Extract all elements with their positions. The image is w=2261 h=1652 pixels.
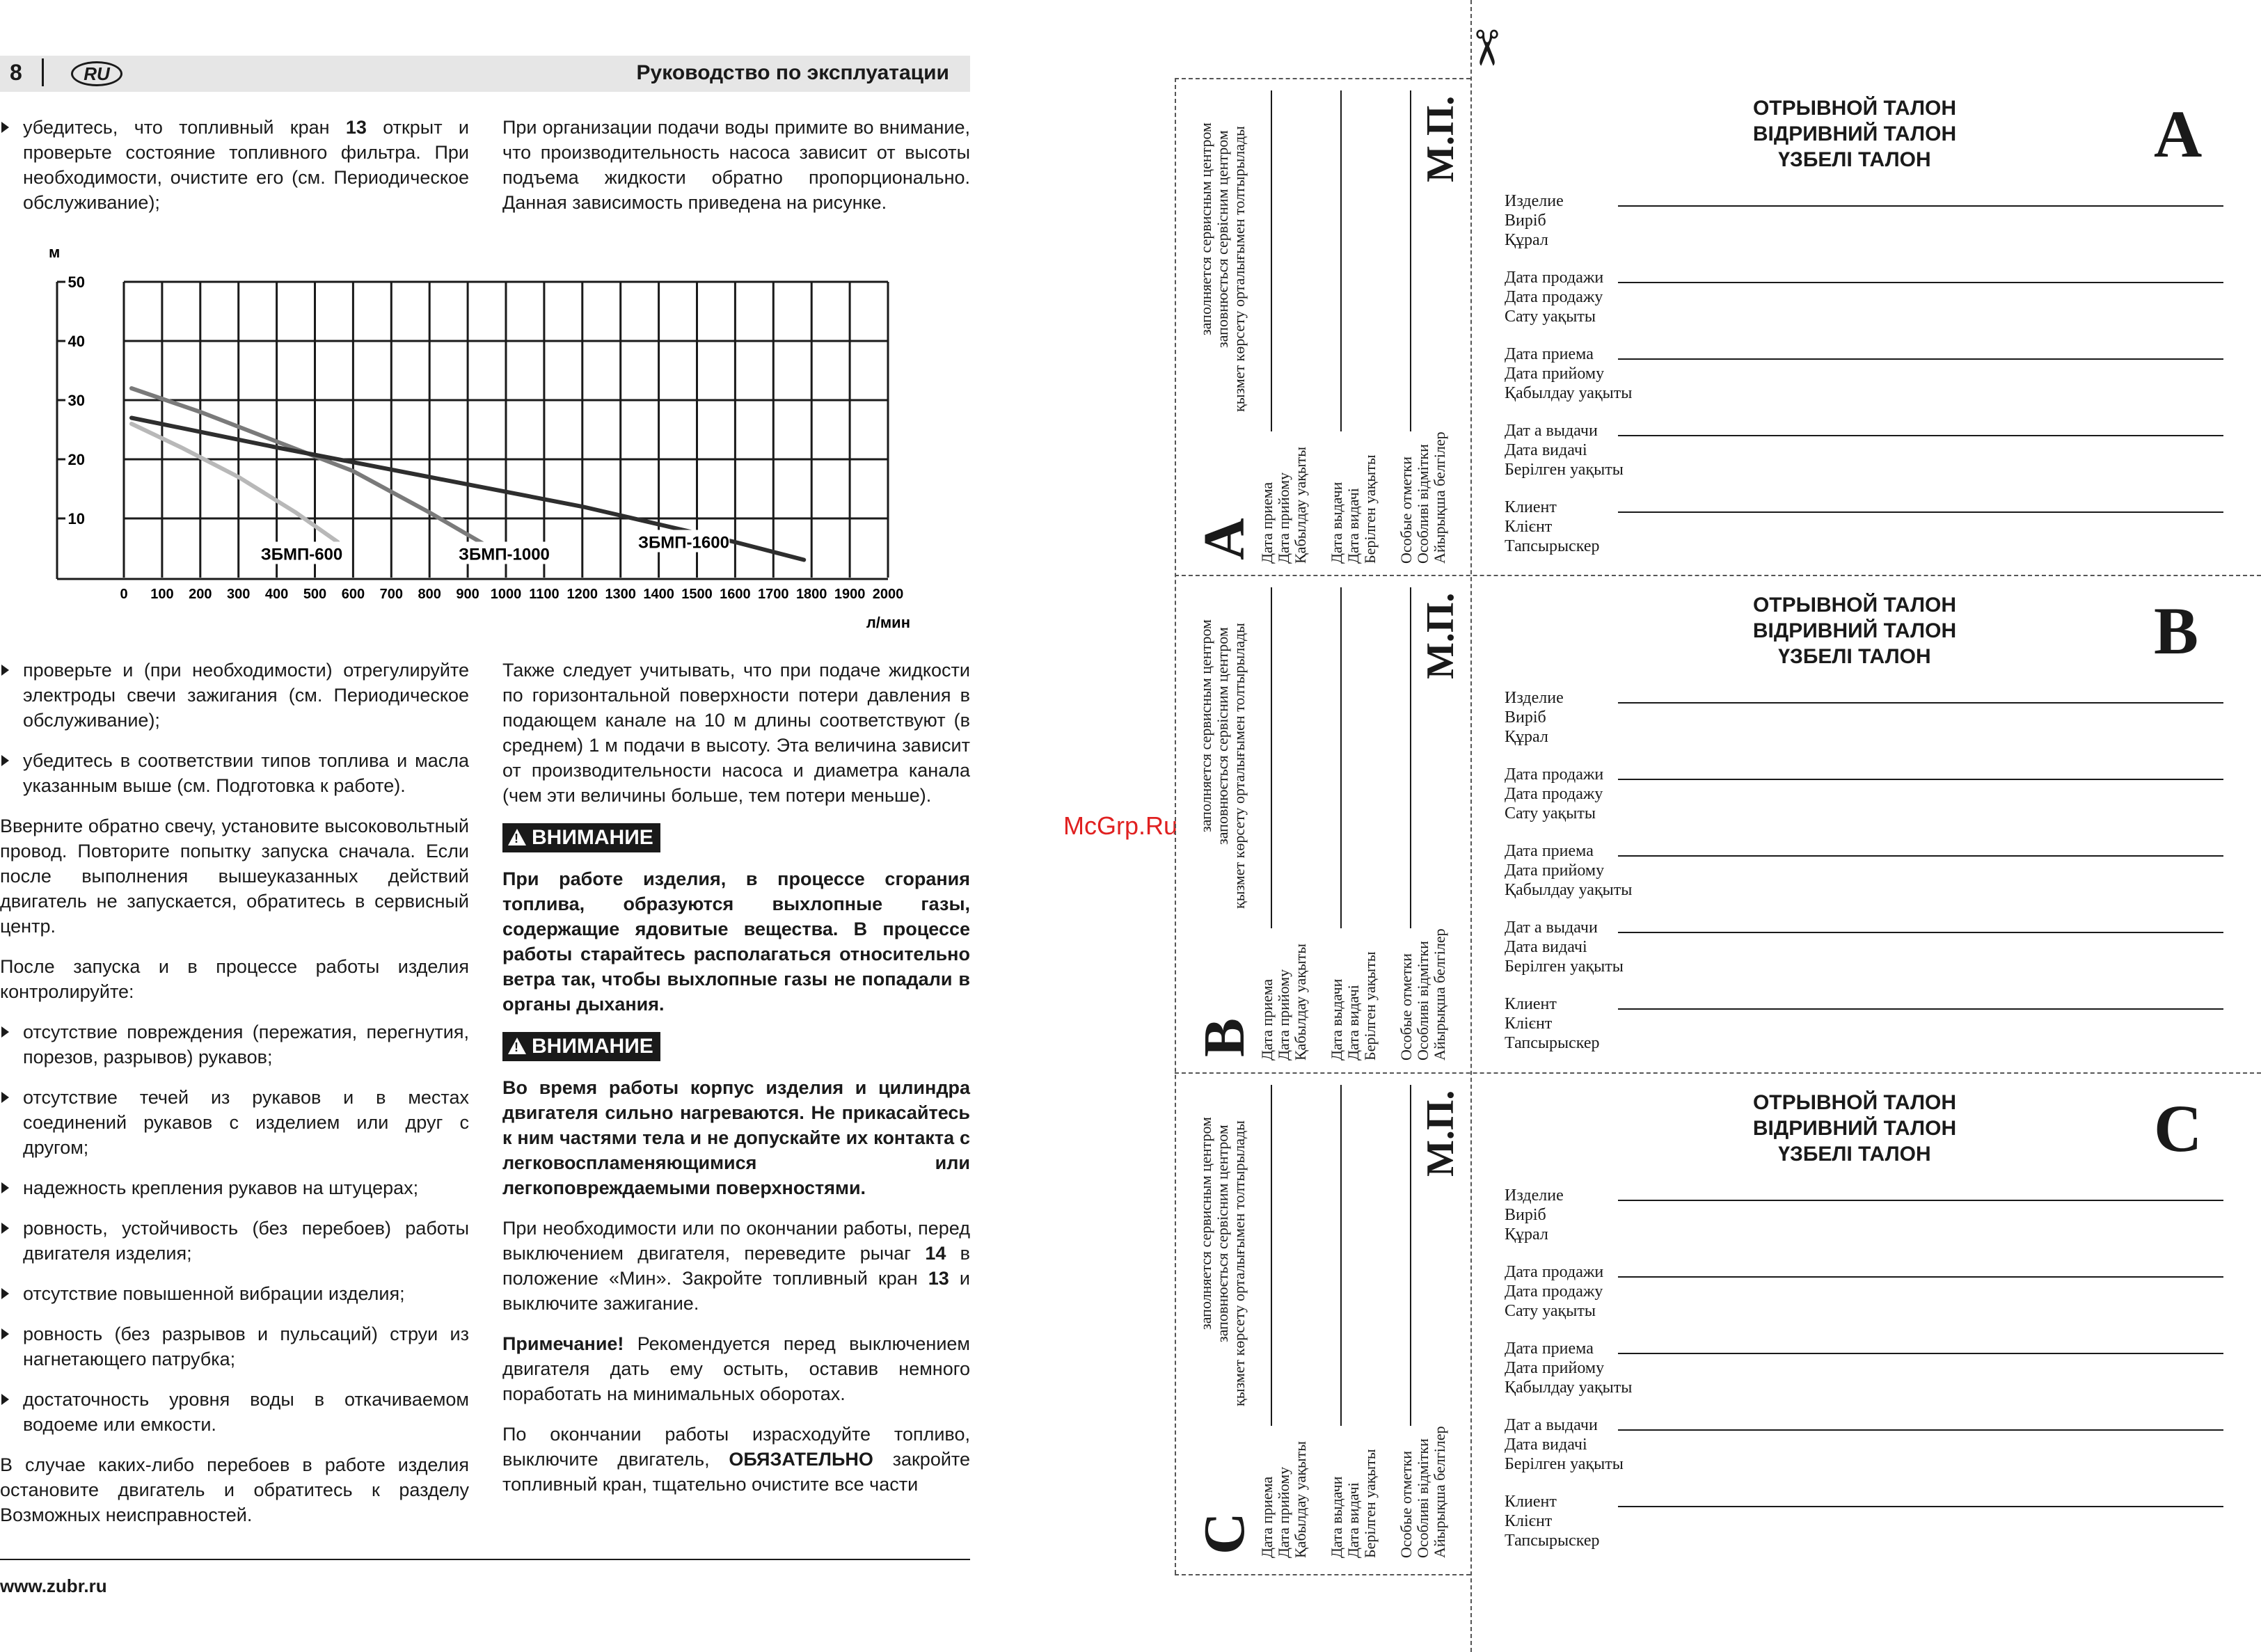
cut-line-bottom (1175, 1574, 1470, 1575)
language-badge: RU (71, 61, 122, 86)
stub-line-notes (1410, 1085, 1411, 1426)
stub-line-recv (1271, 587, 1272, 928)
x-axis-label: л/мин (866, 614, 910, 631)
left-column-top (0, 115, 469, 230)
coupon-field-line (1618, 1276, 2223, 1278)
coupon-field-line (1618, 855, 2223, 857)
stub-recv-ru: Дата приема (1258, 978, 1276, 1061)
coupon-field-line (1618, 1200, 2223, 1201)
pump-performance-chart (0, 237, 970, 647)
y-axis-label: м (49, 244, 61, 261)
stub-notes-ru: Особые отметки (1397, 953, 1415, 1061)
list-item-hose-leaks: отсутствие течей из рукавов и в местах соединений рукавов с изделием или друг с другом; (0, 1085, 469, 1160)
coupon-field-line (1618, 282, 2223, 283)
stub-recv-ru: Дата приема (1258, 1476, 1276, 1558)
stub-recv-kz: Қабылдау уақыты (1292, 1440, 1309, 1558)
x-tick-label: 1300 (605, 587, 636, 602)
x-tick-label: 2000 (872, 587, 904, 602)
coupon-field-label: Дата продажи (1505, 269, 1604, 287)
stub-letter: A (1192, 518, 1257, 560)
x-tick-label: 600 (341, 587, 365, 602)
stub-filled-ua: заповнюється сервісним центром (1214, 1125, 1231, 1342)
stub-line-issue (1340, 1085, 1342, 1426)
coupon-field-label: Дата продажи (1505, 765, 1604, 784)
watermark: McGrp.Ru (1063, 811, 1178, 840)
stub-notes-kz: Айырықша белгілер (1431, 431, 1448, 564)
right-column-top (502, 115, 970, 230)
coupon-field-label: Дата продажу (1505, 288, 1603, 306)
list-item-fuel-valve: убедитесь, что топливный кран 13 открыт и проверьте состояние топливного фильтра. При необходимости, очистите его (см. Периодическое обслуживание); (0, 115, 469, 215)
list-item-hose-damage: отсутствие повреждения (пережатия, перегнутия, порезов, разрывов) рукавов; (0, 1019, 469, 1070)
coupon-field-label: Дата видачі (1505, 441, 1587, 459)
x-tick-label: 1600 (720, 587, 751, 602)
coupon-field-line (1618, 779, 2223, 780)
paragraph-control: После запуска и в процессе работы изделия контролируйте: (0, 956, 469, 1002)
stub-issue-kz: Берілген уақыты (1361, 1449, 1379, 1558)
x-tick-label: 1200 (566, 587, 598, 602)
coupon-field-label: Клієнт (1505, 518, 1553, 536)
x-tick-label: 1500 (681, 587, 713, 602)
warning-icon: ! (508, 829, 526, 845)
stub-notes-kz: Айырықша белгілер (1431, 928, 1448, 1061)
stub-filled-kz: қызмет көрсету орталығымен толтырылады (1230, 126, 1248, 412)
coupon-field-label: Тапсырыскер (1505, 537, 1600, 555)
coupon-field-label: Дата продажи (1505, 1263, 1604, 1281)
header-separator (42, 58, 44, 86)
stub-filled-kz: қызмет көрсету орталығымен толтырылады (1230, 623, 1248, 909)
coupon-field-label: Дата продажу (1505, 1282, 1603, 1301)
coupon-field-label: Виріб (1505, 708, 1546, 726)
left-column-bottom (0, 658, 469, 1543)
cut-line-bc (1175, 1072, 2261, 1074)
page-number: 8 (10, 60, 22, 85)
coupon-field-label: Сату уақыты (1505, 804, 1596, 823)
list-item-spark-plug: проверьте и (при необходимости) отрегулируйте электроды свечи зажигания (см. Периодическое обслуживание); (0, 658, 469, 733)
stub-filled-ua: заповнюється сервісним центром (1214, 627, 1231, 845)
stub-recv-kz: Қабылдау уақыты (1292, 446, 1309, 564)
chart-grid (124, 282, 888, 578)
stub-issue-ua: Дата видачі (1344, 1482, 1362, 1558)
stub-notes-ua: Особливі відмітки (1414, 444, 1431, 564)
coupon-field-label: Дата прийому (1505, 861, 1605, 880)
coupon-field-label: Сату уақыты (1505, 308, 1596, 326)
coupon-field-label: Берілген уақыты (1505, 461, 1624, 479)
warning-hot-text: Во время работы корпус изделия и цилиндра двигателя сильно нагреваются. Не прикасайтесь к ним частями тела и не допускайте их контакта с легковоспламеняющимися или легкоповреждаемыми поверхностями. (502, 1077, 970, 1198)
coupon-field-label: Дата прийому (1505, 365, 1605, 383)
stub-notes-kz: Айырықша белгілер (1431, 1426, 1448, 1558)
stub-recv-ru: Дата приема (1258, 482, 1276, 564)
coupon-field-line (1618, 1353, 2223, 1354)
warning-badge-1: ! ВНИМАНИЕ (502, 823, 660, 852)
stub-line-notes (1410, 587, 1411, 928)
y-tick-label: 20 (68, 451, 85, 468)
coupon-field-label: Құрал (1505, 1225, 1548, 1244)
x-tick-label: 1900 (834, 587, 866, 602)
coupon-field-line (1618, 702, 2223, 704)
warning-icon: ! (508, 1038, 526, 1054)
coupon-field-label: Дата продажу (1505, 785, 1603, 803)
stub-notes-ua: Особливі відмітки (1414, 941, 1431, 1061)
coupon-title-ru: ОТРЫВНОЙ ТАЛОН (1752, 594, 1957, 617)
series-label: ЗБМП-1600 (638, 533, 729, 553)
stub-letter: C (1192, 1512, 1257, 1555)
coupon-field-label: Клієнт (1505, 1015, 1553, 1033)
coupon-field-label: Виріб (1505, 212, 1546, 230)
list-item-water-level: достаточность уровня воды в откачиваемом водоеме или емкости. (0, 1387, 469, 1437)
coupon-title-ru: ОТРЫВНОЙ ТАЛОН (1752, 1091, 1957, 1114)
coupon-field-label: Дата приема (1505, 842, 1594, 860)
scissors-icon: ✂ (1459, 27, 1514, 69)
chart-labels (49, 244, 910, 631)
x-tick-label: 1400 (643, 587, 674, 602)
cut-line-ab (1175, 575, 2261, 576)
stub-recv-ua: Дата прийому (1275, 472, 1292, 564)
x-tick-label: 0 (120, 587, 128, 602)
stub-issue-kz: Берілген уақыты (1361, 454, 1379, 564)
coupon-title-ua: ВІДРИВНИЙ ТАЛОН (1752, 1117, 1957, 1140)
coupon-field-line (1618, 358, 2223, 360)
paragraph-stop: При необходимости или по окончании работы, перед выключением двигателя, переведите рычаг 14 в положение «Мин». Закройте топливный кран 13 и выключите зажигание. (502, 1218, 970, 1314)
stub-issue-ua: Дата видачі (1344, 488, 1362, 564)
coupon-field-line (1618, 1429, 2223, 1431)
coupon-title-ua: ВІДРИВНИЙ ТАЛОН (1752, 619, 1957, 642)
x-tick-label: 500 (303, 587, 327, 602)
manual-title: Руководство по эксплуатации (636, 61, 949, 84)
coupon-field-label: Қабылдау уақыты (1505, 1379, 1633, 1397)
coupon-field-label: Дата приема (1505, 345, 1594, 363)
list-item-vibration: отсутствие повышенной вибрации изделия; (0, 1281, 469, 1306)
footer-rule (0, 1559, 970, 1560)
y-tick-label: 50 (68, 273, 85, 291)
coupon-field-line (1618, 932, 2223, 933)
x-tick-label: 300 (227, 587, 251, 602)
coupon-field-label: Құрал (1505, 728, 1548, 746)
coupon-letter: C (2154, 1091, 2203, 1166)
footer-url: www.zubr.ru (0, 1575, 107, 1596)
stub-line-notes (1410, 90, 1411, 431)
coupon-field-label: Изделие (1505, 1186, 1564, 1205)
coupon-title-kz: ҮЗБЕЛІ ТАЛОН (1778, 1143, 1931, 1166)
stub-issue-ru: Дата выдачи (1328, 482, 1345, 564)
coupon-field-label: Берілген уақыты (1505, 958, 1624, 976)
coupon-field-label: Дата прийому (1505, 1359, 1605, 1377)
y-tick-label: 40 (68, 333, 85, 350)
coupon-field-label: Дата видачі (1505, 938, 1587, 956)
coupon-letter: A (2154, 97, 2203, 171)
stub-filled-ru: заполняется сервисным центром (1197, 1117, 1214, 1330)
stub-mp-stamp: М.П. (1419, 1090, 1462, 1177)
stub-recv-ua: Дата прийому (1275, 969, 1292, 1061)
coupon-field-label: Тапсырыскер (1505, 1532, 1600, 1550)
coupon-field-label: Изделие (1505, 689, 1564, 707)
chart-axes (57, 282, 888, 579)
stub-line-issue (1340, 90, 1342, 431)
coupon-field-label: Дата приема (1505, 1340, 1594, 1358)
stub-recv-ua: Дата прийому (1275, 1466, 1292, 1558)
stub-line-issue (1340, 587, 1342, 928)
coupon-field-label: Құрал (1505, 231, 1548, 249)
cut-line-left (1175, 78, 1176, 1574)
list-item-hose-fittings: надежность крепления рукавов на штуцерах; (0, 1175, 469, 1200)
coupon-field-label: Клиент (1505, 498, 1557, 516)
stub-filled-ru: заполняется сервисным центром (1197, 619, 1214, 832)
x-tick-label: 1000 (490, 587, 522, 602)
coupon-field-label: Тапсырыскер (1505, 1034, 1600, 1052)
cut-line-top (1175, 78, 1470, 79)
stub-line-recv (1271, 90, 1272, 431)
x-tick-label: 100 (150, 587, 174, 602)
coupon-title-kz: ҮЗБЕЛІ ТАЛОН (1778, 148, 1931, 171)
x-tick-label: 400 (264, 587, 289, 602)
stub-filled-ua: заповнюється сервісним центром (1214, 130, 1231, 348)
warning-badge-2: ! ВНИМАНИЕ (502, 1032, 660, 1061)
coupon-field-label: Клиент (1505, 995, 1557, 1013)
paragraph-pump-height: При организации подачи воды примите во внимание, что производительность насоса зависит от высоты подъема жидкости обратно пропорционально. Данная зависимость приведена на рисунке. (502, 117, 970, 213)
coupon-letter: B (2154, 594, 2199, 668)
coupon-field-label: Қабылдау уақыты (1505, 881, 1633, 899)
paragraph-restart: Вверните обратно свечу, установите высоковольтный провод. Повторите попытку запуска сначала. Если после выполнения вышеуказанных действий двигатель не запускается, обратитесь в сервисный центр. (0, 816, 469, 937)
stub-mp-stamp: М.П. (1419, 592, 1462, 679)
series-label: ЗБМП-600 (260, 545, 343, 564)
stub-filled-ru: заполняется сервисным центром (1197, 122, 1214, 335)
stub-recv-kz: Қабылдау уақыты (1292, 943, 1309, 1061)
coupon-field-label: Дат а выдачи (1505, 919, 1598, 937)
paragraph-pressure-loss: Также следует учитывать, что при подаче жидкости по горизонтальной поверхности потери давления в подающем канале на 10 м длины соответствуют (в среднем) 1 м подачи в высоту. Эта величина зависит от производительности насоса и диаметра канала (чем эти величины больше, тем потери меньше). (502, 660, 970, 806)
stub-issue-ru: Дата выдачи (1328, 978, 1345, 1061)
x-tick-label: 1800 (795, 587, 827, 602)
paragraph-end: По окончании работы израсходуйте топливо, выключите двигатель, ОБЯЗАТЕЛЬНО закройте топливный кран, тщательно очистите все части (502, 1424, 970, 1495)
coupon-field-line (1618, 1506, 2223, 1507)
stub-filled-kz: қызмет көрсету орталығымен толтырылады (1230, 1120, 1248, 1406)
x-tick-label: 800 (418, 587, 441, 602)
x-tick-label: 1700 (758, 587, 789, 602)
chart-svg (0, 237, 970, 647)
x-tick-label: 200 (189, 587, 212, 602)
coupon-field-line (1618, 511, 2223, 513)
coupon-field-label: Дата видачі (1505, 1436, 1587, 1454)
stub-notes-ru: Особые отметки (1397, 1451, 1415, 1558)
coupon-field-line (1618, 435, 2223, 436)
list-item-jet: ровность (без разрывов и пульсаций) струи из нагнетающего патрубка; (0, 1321, 469, 1372)
warning-exhaust-text: При работе изделия, в процессе сгорания топлива, образуются выхлопные газы, содержащие ядовитые вещества. В процессе работы старайтесь располагаться относительно ветра так, чтобы выхлопные газы не попадали в органы дыхания. (502, 868, 970, 1015)
paragraph-note: Примечание! Рекомендуется перед выключением двигателя дать ему остыть, оставив немного поработать на минимальных оборотах. (502, 1333, 970, 1404)
x-tick-label: 900 (456, 587, 479, 602)
y-tick-label: 30 (68, 392, 85, 409)
cut-line-vertical (1470, 0, 1472, 1652)
coupon-field-label: Дат а выдачи (1505, 422, 1598, 440)
x-tick-label: 1100 (529, 587, 560, 602)
list-item-engine-stability: ровность, устойчивость (без перебоев) работы двигателя изделия; (0, 1216, 469, 1266)
coupon-title-kz: ҮЗБЕЛІ ТАЛОН (1778, 645, 1931, 668)
stub-issue-ru: Дата выдачи (1328, 1476, 1345, 1558)
stub-mp-stamp: М.П. (1419, 95, 1462, 182)
coupon-field-label: Клиент (1505, 1493, 1557, 1511)
coupon-field-label: Изделие (1505, 192, 1564, 210)
coupon-field-label: Сату уақыты (1505, 1302, 1596, 1320)
coupon-title-ua: ВІДРИВНИЙ ТАЛОН (1752, 122, 1957, 145)
coupon-field-label: Қабылдау уақыты (1505, 384, 1633, 402)
stub-issue-ua: Дата видачі (1344, 985, 1362, 1061)
list-item-fuel-type: убедитесь в соответствии типов топлива и масла указанным выше (см. Подготовка к работе). (0, 748, 469, 798)
coupon-field-label: Виріб (1505, 1206, 1546, 1224)
stub-issue-kz: Берілген уақыты (1361, 951, 1379, 1061)
coupon-field-line (1618, 205, 2223, 207)
paragraph-failure: В случае каких-либо перебоев в работе изделия остановите двигатель и обратитесь к разделу Возможных неисправностей. (0, 1454, 469, 1525)
right-column-bottom (502, 658, 970, 1512)
coupon-field-label: Клієнт (1505, 1512, 1553, 1530)
coupon-title-ru: ОТРЫВНОЙ ТАЛОН (1752, 97, 1957, 120)
x-tick-label: 700 (379, 587, 403, 602)
stub-letter: B (1192, 1017, 1257, 1057)
coupon-field-line (1618, 1008, 2223, 1010)
coupon-field-label: Дат а выдачи (1505, 1416, 1598, 1434)
y-tick-label: 10 (68, 510, 85, 527)
series-label: ЗБМП-1000 (458, 545, 550, 564)
stub-notes-ua: Особливі відмітки (1414, 1438, 1431, 1558)
stub-line-recv (1271, 1085, 1272, 1426)
stub-notes-ru: Особые отметки (1397, 456, 1415, 564)
coupon-field-label: Берілген уақыты (1505, 1455, 1624, 1473)
